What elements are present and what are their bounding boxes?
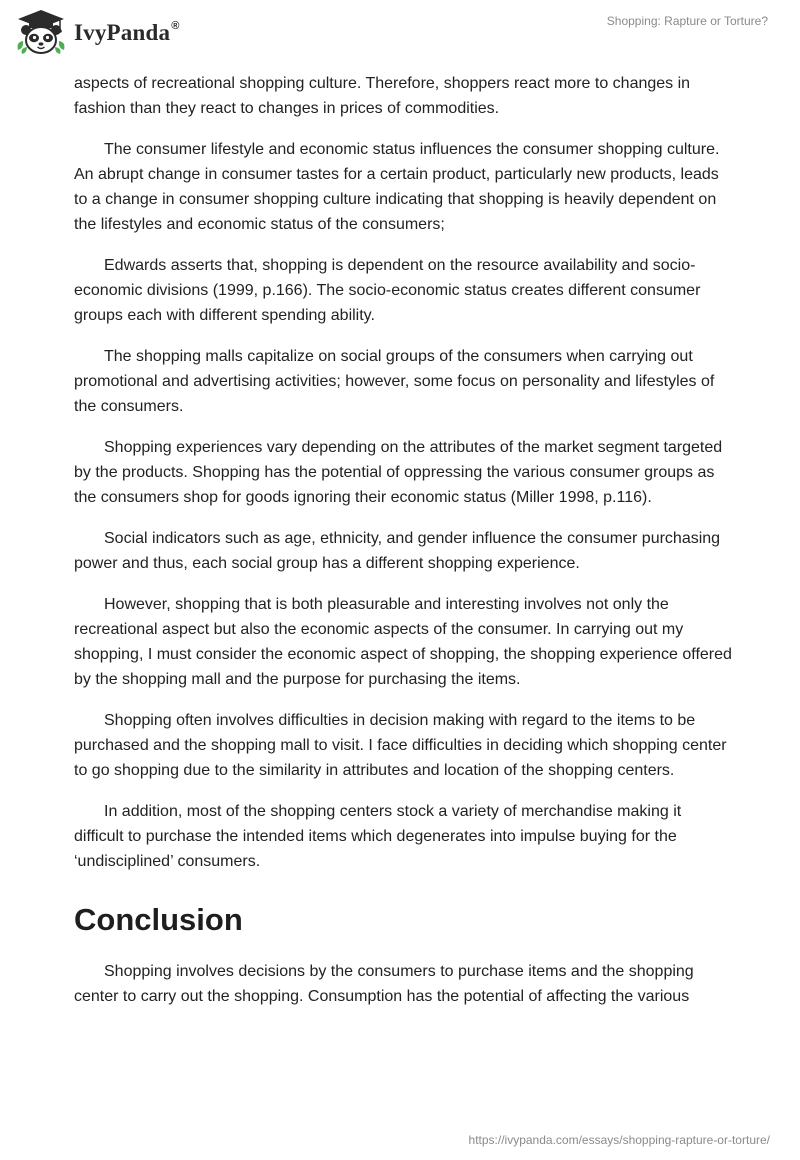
paragraph: Shopping involves decisions by the consumers to purchase items and the shopping center to carry out the shopping. Consumption has the potential of affecting the various <box>74 963 694 1005</box>
paragraph: Edwards asserts that, shopping is dependent on the resource availability and socio-economic divisions (1999, p.166). The socio-economic status creates different consumer groups each with different spending ability. <box>74 257 701 324</box>
paragraph: Social indicators such as age, ethnicity, and gender influence the consumer purchasing power and thus, each social group has a different shopping experience. <box>74 530 721 572</box>
ivypanda-logo[interactable] <box>14 8 180 58</box>
source-url[interactable]: https://ivypanda.com/essays/shopping-rapture-or-torture/ <box>468 1133 770 1147</box>
registered-mark: ® <box>171 20 180 32</box>
paragraph: The shopping malls capitalize on social groups of the consumers when carrying out promotional and advertising activities; however, some focus on personality and lifestyles of the consumers. <box>74 348 715 415</box>
paragraph: Shopping often involves difficulties in decision making with regard to the items to be purchased and the shopping mall to visit. I face difficulties in deciding which shopping center to go shopping due to the similarity in attributes and location of the shopping centers. <box>74 712 727 779</box>
paragraph: The consumer lifestyle and economic status influences the consumer shopping culture. An abrupt change in consumer tastes for a certain product, particularly new products, leads to a change in consumer shopping culture indicating that shopping is heavily dependent on the lifestyles and economic status of the consumers; <box>74 141 720 233</box>
essay-content <box>74 71 734 1025</box>
paragraph: Shopping experiences vary depending on the attributes of the market segment targeted by the products. Shopping has the potential of oppressing the various consumer groups as the consumers shop for goods ignoring their economic status (Miller 1998, p.116). <box>74 439 723 506</box>
page-header <box>0 0 800 70</box>
conclusion-heading: Conclusion <box>74 902 243 937</box>
brand-name: IvyPanda® <box>74 20 180 45</box>
paragraph: In addition, most of the shopping centers stock a variety of merchandise making it difficult to purchase the intended items which degenerates into impulse buying for the ‘undisciplined’ consumers. <box>74 803 682 870</box>
paragraph: aspects of recreational shopping culture. Therefore, shoppers react more to changes in fashion than they react to changes in prices of commodities. <box>74 75 691 117</box>
essay-title: Shopping: Rapture or Torture? <box>606 14 768 28</box>
panda-graduate-logo-icon <box>14 8 68 58</box>
paragraph: However, shopping that is both pleasurable and interesting involves not only the recreational aspect but also the economic aspects of the consumer. In carrying out my shopping, I must consider the economic aspect of shopping, the shopping experience offered by the shopping mall and the purpose for purchasing the items. <box>74 596 732 688</box>
